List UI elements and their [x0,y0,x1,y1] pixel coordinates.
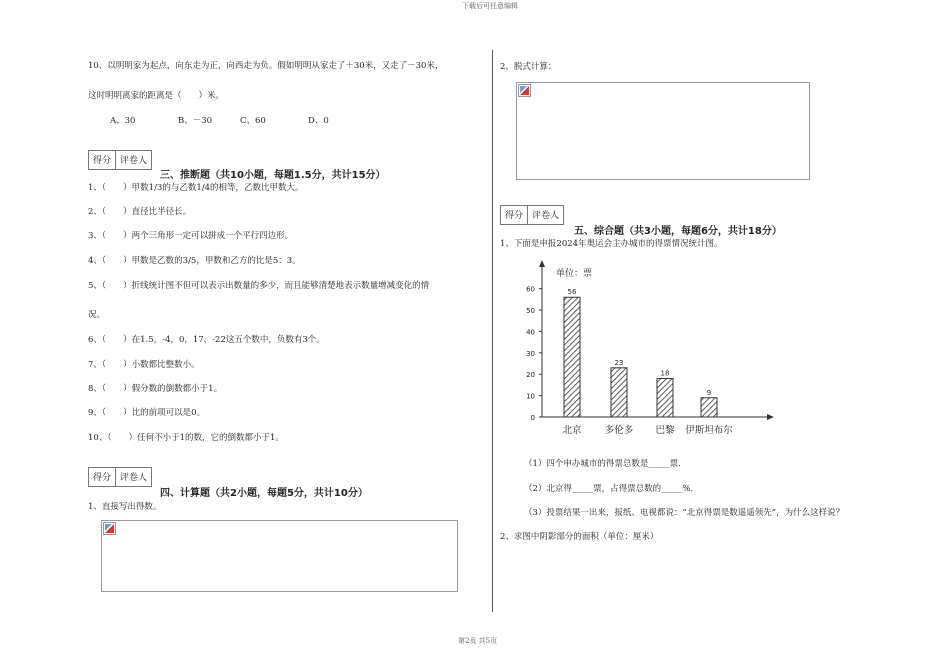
score-box-section-4 [88,467,152,487]
bar [701,398,717,417]
y-tick-label: 40 [526,328,535,337]
category-label: 北京 [562,425,582,436]
page-number: 第2页 共5页 [458,637,498,645]
question-10-line1: 10、以明明家为起点，向东走为正，向西走为负。假如明明从家走了＋30米，又走了－30米， [88,61,444,71]
bar [657,379,673,417]
reviewer-label: 评卷人 [532,211,560,221]
judge-item-3: 3、（ ）两个三角形一定可以拼成一个平行四边形。 [88,231,294,241]
judge-item-6: 6、（ ）在1.5，-4，0，17，-22这五个数中，负数有3个。 [88,335,325,345]
answer-box-calc-1 [101,520,458,592]
bar-data-label: 23 [614,358,624,367]
right-question-2: 2、脱式计算： [500,62,557,72]
chart-unit-label: 单位：票 [556,269,593,279]
judge-item-8: 8、（ ）假分数的倒数都小于1。 [88,384,223,394]
score-box-section-5 [500,205,564,225]
score-box-section-3 [88,150,152,170]
bar [611,368,627,417]
judge-item-2: 2、（ ）直径比半径长。 [88,207,192,217]
bar [564,297,580,417]
score-label: 得分 [89,468,116,486]
judge-item-10: 10、（ ）任何不小于1的数，它的倒数都小于1。 [88,433,284,443]
broken-image-icon [518,84,531,97]
category-label: 多伦多 [604,425,634,436]
judge-item-7: 7、（ ）小数都比整数小。 [88,360,200,370]
section-5-title: 五、综合题（共3小题，每题6分，共计18分） [574,226,782,237]
comprehensive-question-2: 2、求图中阴影部分的面积（单位：厘米） [500,532,659,542]
option-b: B、－30 [178,116,213,126]
reviewer-label: 评卷人 [120,156,148,166]
judge-item-5: 5、（ ）折线统计图不但可以表示出数量的多少，而且能够清楚地表示数量增减变化的情 [88,281,430,291]
bar-data-label: 18 [660,369,670,378]
sub-question-3: （3）投票结果一出来，报纸、电视都说：“北京得票是数遥遥领先”，为什么这样说？ [524,508,845,518]
score-label: 得分 [501,206,528,224]
y-axis-arrow [539,260,545,267]
y-tick-label: 20 [526,371,535,380]
sub-question-2: （2）北京得_____票，占得票总数的_____%. [524,484,694,494]
option-c: C、60 [240,116,266,126]
comprehensive-question-1: 1、下面是申报2024年奥运会主办城市的得票情况统计图。 [500,239,723,249]
x-axis-arrow [767,414,774,420]
page-header-note: 下载后可任意编辑 [462,2,518,10]
option-a: A、30 [110,116,136,126]
answer-box-expr [516,82,810,180]
y-tick-label: 50 [526,307,535,316]
y-tick-label: 60 [526,285,535,294]
score-label: 得分 [89,151,116,169]
broken-image-icon [103,522,116,535]
vote-bar-chart [515,258,775,443]
section-4-title: 四、计算题（共2小题，每题5分，共计10分） [160,488,368,499]
y-tick-label: 30 [526,349,535,358]
judge-item-5-cont: 况。 [88,310,106,320]
category-label: 伊斯坦布尔 [685,425,733,436]
judge-item-4: 4、（ ）甲数是乙数的3/5，甲数和乙方的比是5：3。 [88,256,301,266]
bar-data-label: 9 [706,388,712,397]
sub-question-1: （1）四个申办城市的得票总数是_____票. [524,459,681,469]
y-tick-label: 0 [530,414,535,422]
column-divider [492,50,493,612]
calc-question-1: 1、直接写出得数。 [88,502,162,512]
question-10-line2: 这时明明离家的距离是（ ）米。 [88,91,225,101]
bar-data-label: 56 [567,288,577,297]
section-3-title: 三、推断题（共10小题，每题1.5分，共计15分） [160,170,386,181]
judge-item-9: 9、（ ）比的前项可以是0。 [88,408,206,418]
y-tick-label: 10 [526,392,535,401]
judge-item-1: 1、（ ）甲数1/3的与乙数1/4的相等，乙数比甲数大。 [88,183,304,193]
category-label: 巴黎 [655,425,675,436]
option-d: D、0 [308,116,329,126]
reviewer-label: 评卷人 [120,473,148,483]
